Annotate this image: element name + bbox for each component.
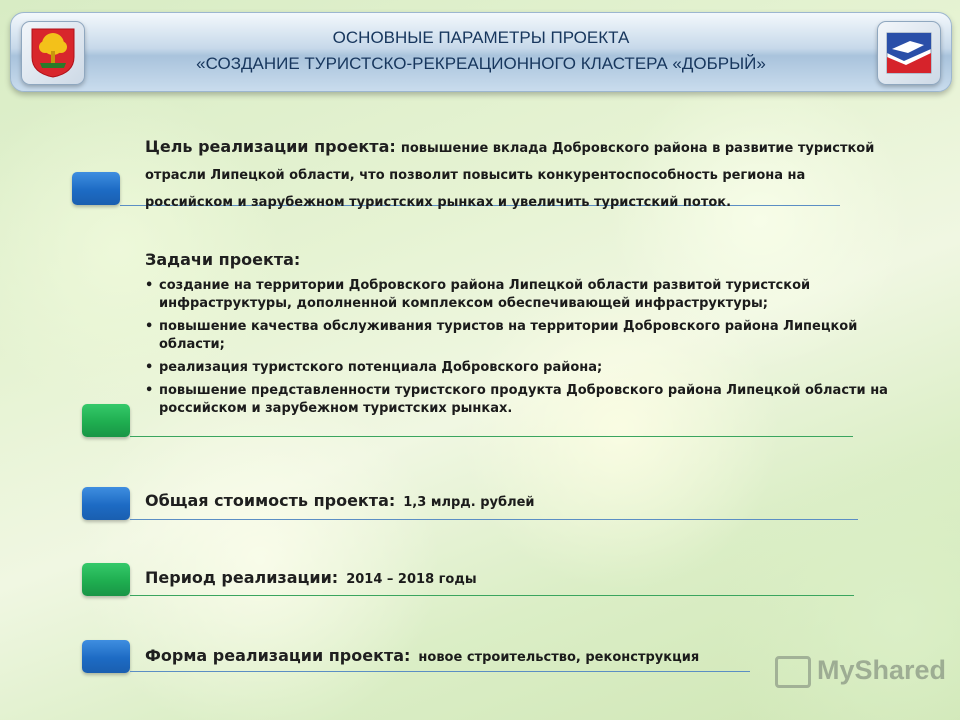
- cost-row: [145, 491, 535, 510]
- form-row: [145, 646, 699, 665]
- form-divider: [130, 671, 750, 672]
- watermark-text: MyShared: [817, 655, 947, 685]
- list-item: • повышение качества обслуживания туристов на территории Добровского района Липецкой области;: [135, 318, 895, 354]
- watermark: [775, 655, 955, 695]
- page-title-line2: «СОЗДАНИЕ ТУРИСТСКО-РЕКРЕАЦИОННОГО КЛАСТЕРА «ДОБРЫЙ»: [196, 54, 766, 73]
- presentation-board-icon: [775, 656, 811, 688]
- list-item: • реализация туристского потенциала Добровского района;: [135, 359, 895, 377]
- period-label: Период реализации:: [145, 568, 339, 587]
- cost-marker: [82, 487, 130, 520]
- period-marker: [82, 563, 130, 596]
- goal-text: повышение вклада Добровского района в развитие туристкой отрасли Липецкой области, что позволит повысить конкурентоспособность региона на российском и зарубежном туристских рынках и увеличить туристский поток.: [145, 141, 875, 210]
- page-title: [131, 25, 831, 77]
- form-marker: [82, 640, 130, 673]
- cost-value: 1,3 млрд. рублей: [403, 495, 535, 510]
- form-label: Форма реализации проекта:: [145, 646, 411, 665]
- header-banner: [10, 12, 952, 92]
- tasks-divider: [130, 436, 853, 437]
- list-item: • создание на территории Добровского района Липецкой области развитой туристской инфраструктуры, дополненной комплексом обеспечивающей инфраструктуры;: [135, 277, 895, 313]
- period-divider: [130, 595, 854, 596]
- form-value: новое строительство, реконструкция: [418, 650, 700, 665]
- period-value: 2014 – 2018 годы: [346, 572, 477, 587]
- dobrovsky-district-flag-icon: [877, 21, 941, 85]
- goal-label: Цель реализации проекта:: [145, 137, 396, 156]
- tasks-marker: [82, 404, 130, 437]
- list-item: • повышение представленности туристского продукта Добровского района Липецкой области на российском и зарубежном туристских рынках.: [135, 382, 895, 418]
- tasks-list: [135, 277, 895, 423]
- page-title-line1: ОСНОВНЫЕ ПАРАМЕТРЫ ПРОЕКТА: [332, 28, 630, 47]
- goal-section: [145, 134, 885, 215]
- cost-divider: [130, 519, 858, 520]
- period-row: [145, 568, 477, 587]
- goal-marker: [72, 172, 120, 205]
- lipetsk-coat-of-arms-icon: [21, 21, 85, 85]
- cost-label: Общая стоимость проекта:: [145, 491, 396, 510]
- tasks-label: Задачи проекта:: [145, 250, 301, 269]
